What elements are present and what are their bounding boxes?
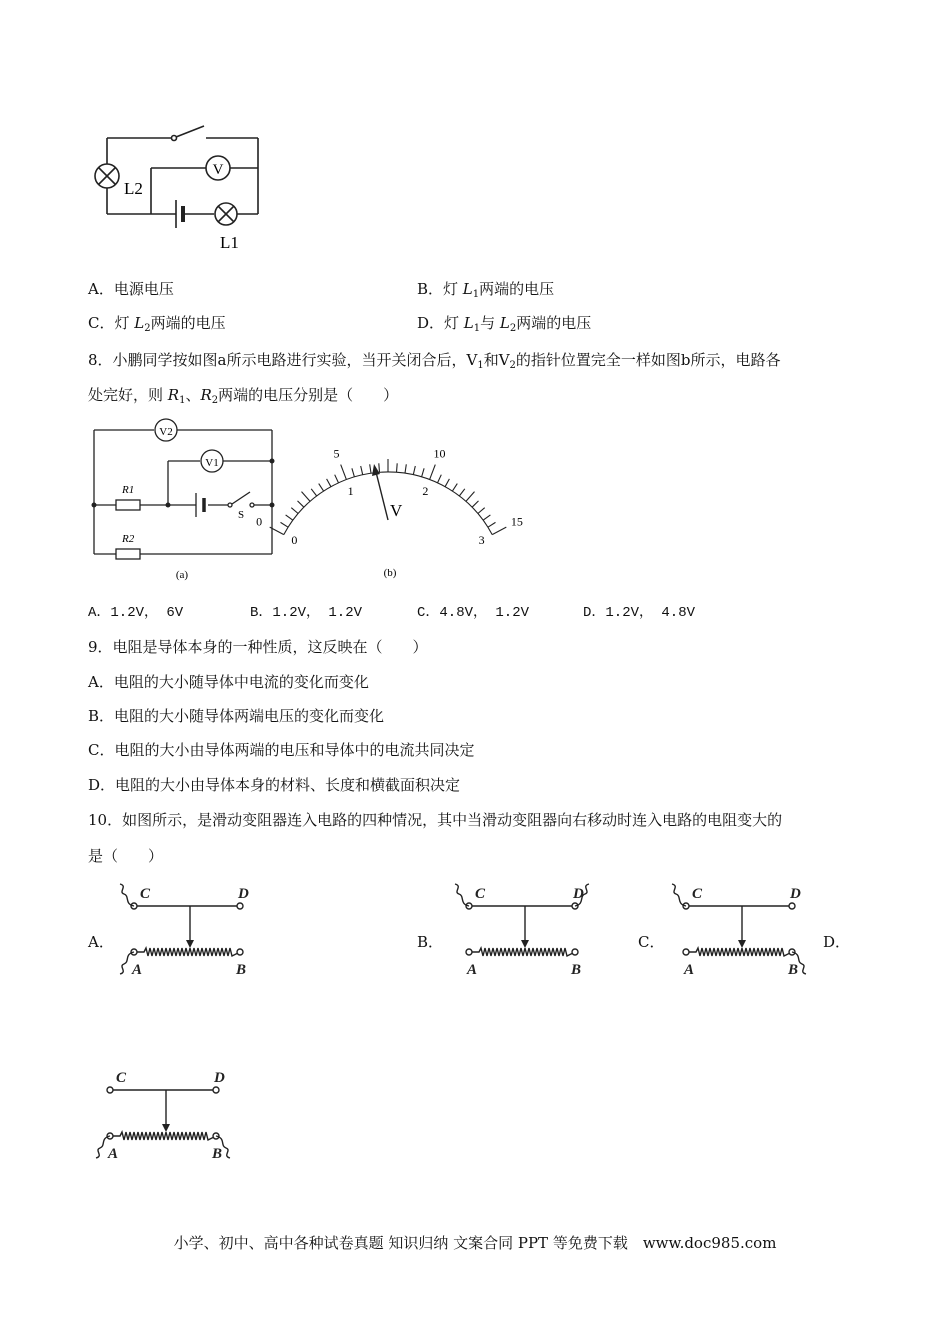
meter-upper-label: 15 (510, 514, 523, 529)
q10-rheostat-c (664, 878, 814, 988)
q7-option-b: B．灯 $L_1$两端的电压 (417, 280, 555, 300)
q10-stem-line1: 10．如图所示，是滑动变阻器连入电路的四种情况，其中当滑动变阻器向右移动时连入电路的电阻变大的 (88, 811, 783, 829)
resistance-coil (686, 948, 792, 956)
meter-upper-label: 10 (433, 446, 446, 461)
terminal-label: C (692, 886, 703, 902)
terminal-label: C (116, 1070, 127, 1086)
meter-scale-ticks (270, 459, 507, 535)
meter-tick (492, 527, 506, 535)
q10-stem-line2: 是（ ） (88, 847, 164, 865)
meter-tick (335, 475, 339, 483)
q9-option-d: D．电阻的大小由导体本身的材料、长度和横截面积决定 (88, 776, 461, 794)
meter-lower-label: 2 (422, 483, 429, 498)
meter-lower-label: 1 (347, 483, 354, 498)
q8-r2-label: R2 (122, 533, 135, 545)
meter-tick (472, 501, 478, 507)
meter-tick (405, 464, 406, 473)
terminal-label: C (140, 886, 151, 902)
q7-circuit-diagram (88, 118, 278, 258)
terminal-a (466, 949, 472, 955)
meter-upper-label: 0 (256, 514, 263, 529)
meter-tick (291, 508, 298, 514)
meter-tick (422, 468, 425, 477)
slider-arrow (521, 940, 529, 948)
slider-arrow (186, 940, 194, 948)
resistance-coil (134, 948, 240, 956)
q9-option-c: C．电阻的大小由导体两端的电压和导体中的电流共同决定 (88, 741, 475, 759)
page-footer: 小学、初中、高中各种试卷真题 知识归纳 文案合同 PPT 等免费下载 www.doc985.com (173, 1234, 777, 1252)
terminal-d (237, 903, 243, 909)
meter-tick (438, 475, 442, 483)
resistance-coil (469, 948, 575, 956)
q10-label-c: C． (638, 933, 665, 951)
q7-option-d: D．灯 $L_1$与 $L_2$两端的电压 (417, 314, 592, 334)
terminal-label: B (212, 1146, 223, 1162)
terminal-label: D (214, 1070, 225, 1086)
q7-option-c: C．灯 $L_2$两端的电压 (88, 314, 226, 334)
terminal-label: A (467, 962, 478, 978)
slider-arrow (162, 1124, 170, 1132)
meter-lower-label: 0 (291, 533, 298, 548)
meter-tick (483, 515, 490, 520)
terminal-label: B (571, 962, 582, 978)
q7-l2-label: L2 (124, 179, 143, 198)
q9-stem: 9．电阻是导体本身的一种性质，这反映在（ ） (88, 638, 428, 656)
terminal-label: A (132, 962, 143, 978)
terminal-label: D (790, 886, 801, 902)
meter-tick (352, 468, 355, 477)
q7-l1-label: L1 (220, 233, 239, 252)
connected-wire (120, 884, 134, 906)
meter-needle (376, 472, 388, 520)
q8-v2-label: V2 (159, 426, 173, 438)
slider-arrow (738, 940, 746, 948)
q8-stem-line2: 处完好，则 $R_1$、$R_2$两端的电压分别是（ ） (88, 386, 399, 406)
q7-voltmeter-label: V (212, 162, 224, 178)
q8-switch-label: S (238, 509, 245, 521)
meter-tick (327, 479, 331, 487)
terminal-d (789, 903, 795, 909)
q8-fig-a-caption: (a) (175, 569, 189, 581)
terminal-label: D (238, 886, 249, 902)
meter-scale-arc (284, 472, 492, 535)
q10-label-d: D． (823, 933, 851, 951)
q9-option-b: B．电阻的大小随导体两端电压的变化而变化 (88, 707, 385, 725)
connected-wire (455, 884, 469, 906)
q10-label-a: A． (88, 933, 114, 951)
terminal-label: B (788, 962, 799, 978)
q8-option-b: B．1.2V， 1.2V (250, 605, 363, 621)
q10-label-b: B． (417, 933, 444, 951)
meter-lower-label: 3 (478, 533, 485, 548)
q8-option-d: D．1.2V， 4.8V (583, 605, 696, 621)
meter-tick (311, 489, 317, 496)
terminal-c (107, 1087, 113, 1093)
meter-tick (361, 466, 363, 475)
q8-fig-b-caption: (b) (383, 567, 397, 579)
meter-tick (298, 501, 304, 507)
terminal-label: B (236, 962, 247, 978)
q9-option-a: A．电阻的大小随导体中电流的变化而变化 (88, 673, 369, 691)
q8-option-c: C．4.8V， 1.2V (417, 605, 530, 621)
q8-figure-b-meter (256, 420, 523, 582)
terminal-a (683, 949, 689, 955)
q8-v1-label: V1 (205, 457, 219, 469)
meter-upper-label: 5 (333, 446, 340, 461)
meter-tick (413, 466, 415, 475)
terminal-label: C (475, 886, 486, 902)
meter-tick (302, 492, 311, 502)
q8-option-a: A．1.2V， 6V (88, 605, 184, 621)
terminal-d (213, 1087, 219, 1093)
meter-tick (370, 464, 371, 473)
terminal-label: D (573, 886, 584, 902)
meter-needle-label: V (390, 501, 403, 520)
meter-tick (341, 465, 347, 480)
q7-option-a: A．电源电压 (88, 280, 174, 298)
terminal-label: A (684, 962, 695, 978)
meter-tick (488, 522, 496, 527)
terminal-b (237, 949, 243, 955)
q8-stem-line1: 8．小鹏同学按如图a所示电路进行实验，当开关闭合后，$V_1$和$V_2$的指针位置完全一样如图b所示，电路各 (88, 351, 781, 371)
q10-rheostat-b (447, 878, 597, 988)
terminal-label: A (108, 1146, 119, 1162)
q8-figure-a-circuit (88, 418, 288, 584)
q10-rheostat-d (88, 1062, 238, 1172)
q10-rheostat-a (112, 878, 262, 988)
meter-tick (452, 484, 457, 492)
meter-tick (459, 489, 465, 496)
meter-tick (397, 463, 398, 472)
connected-wire (672, 884, 686, 906)
meter-tick (466, 492, 475, 502)
meter-tick (430, 465, 436, 480)
meter-tick (478, 508, 485, 514)
meter-tick (319, 484, 324, 492)
q8-r1-label: R1 (122, 484, 135, 496)
resistance-coil (110, 1132, 216, 1140)
meter-tick (379, 463, 380, 472)
meter-tick (445, 479, 449, 487)
terminal-b (572, 949, 578, 955)
